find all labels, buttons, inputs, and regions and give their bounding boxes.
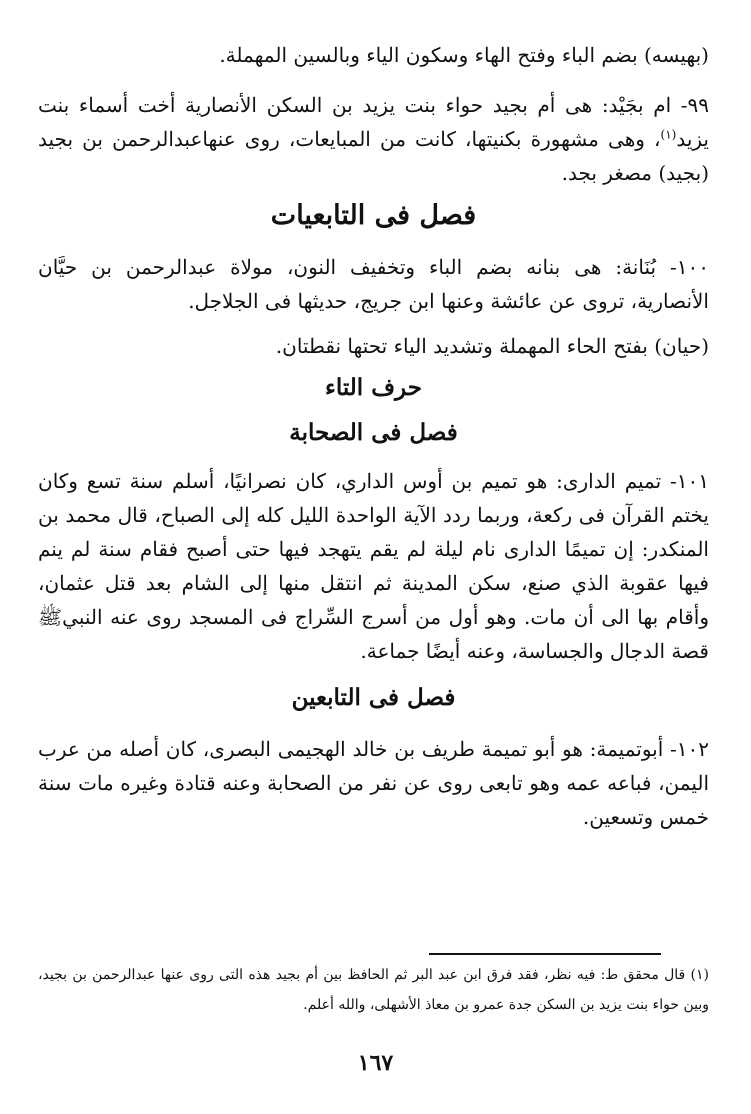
section-heading-tabiin: فصل فى التابعين [291,684,456,711]
entry-99-text-end: ، وهى مشهورة بكنيتها، كانت من المبايعات، روى عنهاعبدالرحمن بن بجيد (بجيد) مصغر بجد. [38,127,709,185]
entry-99 [38,88,709,190]
entry-101: ١٠١- تميم الدارى: هو تميم بن أوس الداري، كان نصرانيًا، أسلم سنة تسع وكان يختم القرآن فى ركعة، وربما ردد الآية الواحدة الليل كله إلى الصباح، قال محمد بن المنكدر: إن تميمًا الدارى نام ليلة لم يقم يتهجد فيها حتى أصبح فقام سنة لم ينم فيها عقوبة الذي صنع، سكن المدينة ثم انتقل منها إلى الشام بعد قتل عثمان، وأقام بها الى أن مات. وهو أول من أسرج السِّراج فى المسجد روى عنه النبيﷺ قصة الدجال والجساسة، وعنه أيضًا جماعة. [38,469,709,663]
page-number: ١٦٧ [357,1050,394,1076]
section-heading-tabiyat: فصل فى التابعيات [270,200,477,231]
letter-heading-ta: حرف التاء [325,374,422,401]
footnote-separator [429,953,661,955]
footnote-marker[interactable]: (١) [660,127,677,142]
entry-99-text-start: ٩٩- ام بجَيْد: هى أم بجيد حواء بنت يزيد بن السكن الأنصارية أخت أسماء بنت يزيد [38,93,709,151]
entry-100: ١٠٠- بُنَانة: هى بنانه بضم الباء وتخفيف النون، مولاة عبدالرحمن بن حيَّان الأنصارية، تروى عن عائشة وعنها ابن جريج، حديثها فى الجلاجل. [38,255,709,313]
entry-99-note: (بهيسه) بضم الباء وفتح الهاء وسكون الياء وبالسين المهملة. [219,43,709,67]
entry-100-note: (حيان) بفتح الحاء المهملة وتشديد الياء تحتها نقطتان. [275,334,709,358]
entry-102: ١٠٢- أبوتميمة: هو أبو تميمة طريف بن خالد الهجيمى البصرى، كان أصله من عرب اليمن، فباعه عمه وهو تابعى روى عن نفر من الصحابة وعنه قتادة وغيره مات سنة خمس وتسعين. [38,737,710,829]
footnote: (١) قال محقق ط: فيه نظر، فقد فرق ابن عبد البر ثم الحافظ بين أم بجيد هذه التى روى عنها عبدالرحمن بن بجيد، وبين حواء بنت يزيد بن السكن جدة عمرو بن معاذ الأشهلى، والله أعلم. [38,967,709,1013]
section-heading-sahaba: فصل فى الصحابة [289,419,458,446]
